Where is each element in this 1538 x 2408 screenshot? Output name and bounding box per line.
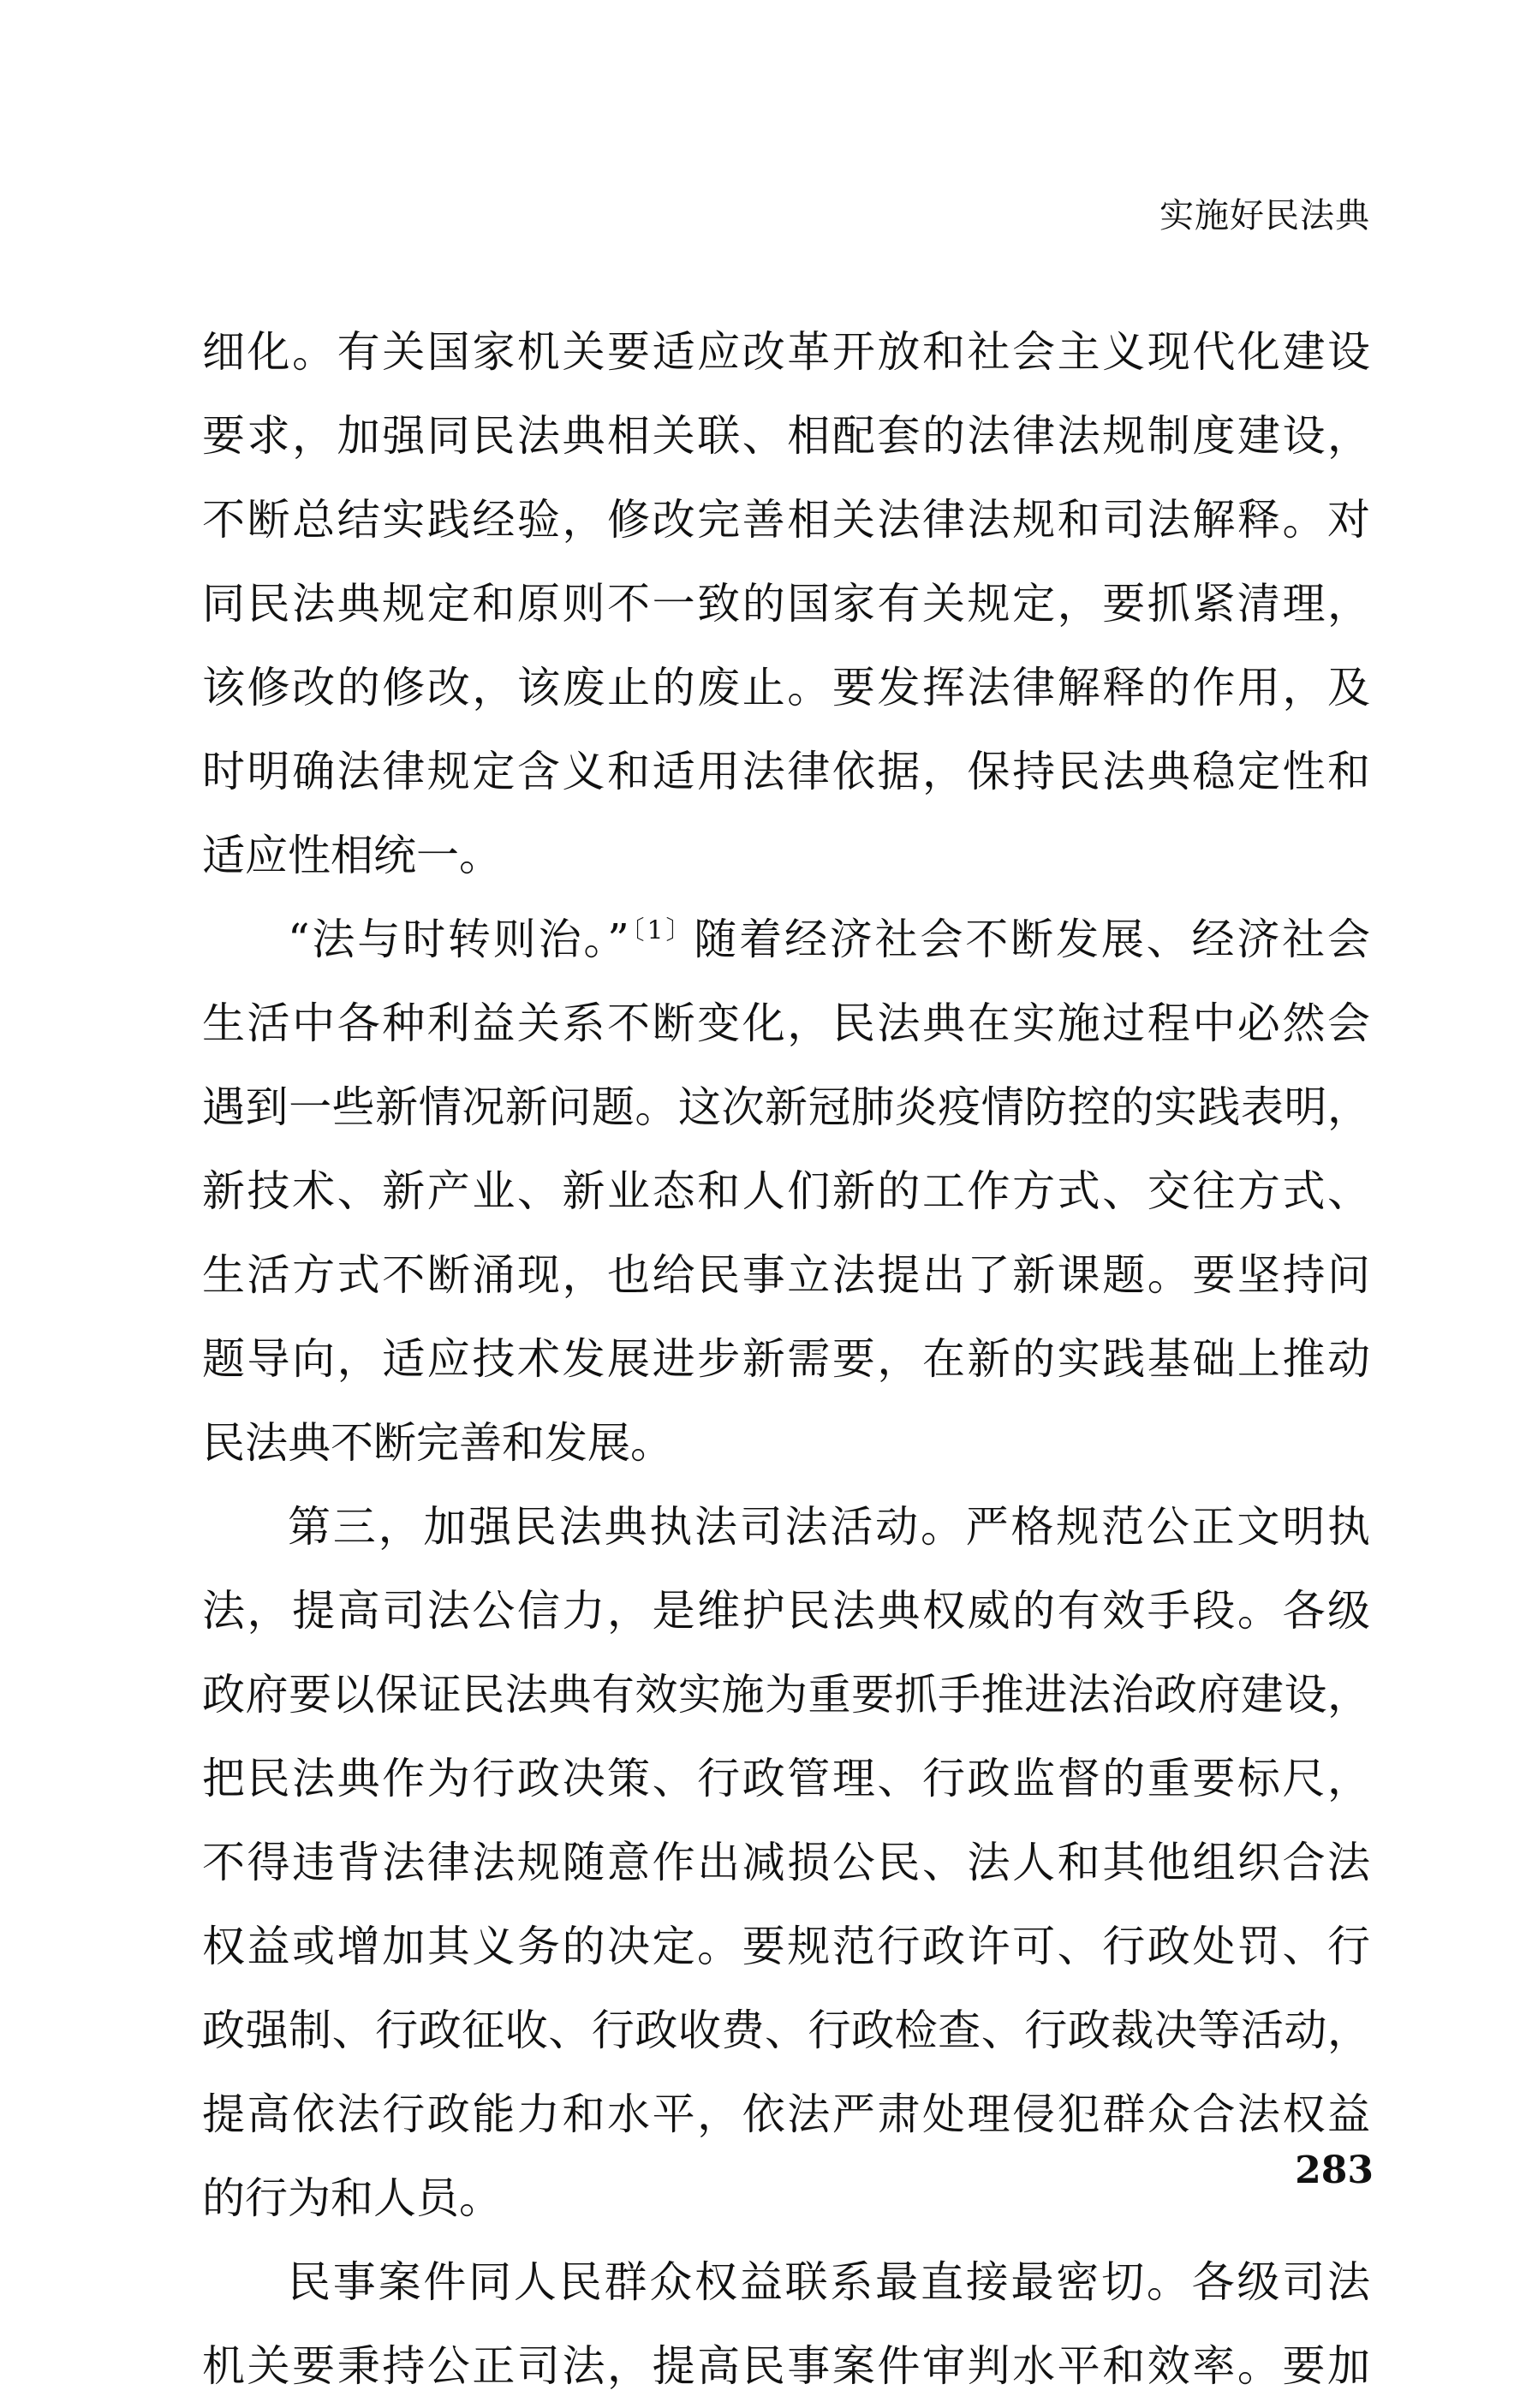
text-line: 提高依法行政能力和水平，依法严肃处理侵犯群众合法权益 bbox=[202, 2089, 1370, 2139]
text-line: 的行为和人员。 bbox=[202, 2173, 502, 2223]
text-line: 生活中各种利益关系不断变化，民法典在实施过程中必然会 bbox=[202, 998, 1370, 1048]
paragraph-4 bbox=[202, 2240, 1370, 2408]
text-line: 不断总结实践经验，修改完善相关法律法规和司法解释。对 bbox=[202, 495, 1370, 545]
text-line: 题导向，适应技术发展进步新需要，在新的实践基础上推动 bbox=[202, 1334, 1370, 1384]
text-line: 民法典不断完善和发展。 bbox=[202, 1418, 673, 1468]
text-line: 把民法典作为行政决策、行政管理、行政监督的重要标尺， bbox=[202, 1754, 1370, 1803]
text-line: 民事案件同人民群众权益联系最直接最密切。各级司法 bbox=[288, 2257, 1370, 2307]
text-line: 法，提高司法公信力，是维护民法典权威的有效手段。各级 bbox=[202, 1586, 1370, 1636]
text-line: 第三，加强民法典执法司法活动。严格规范公正文明执 bbox=[288, 1502, 1370, 1552]
text-line: 新技术、新产业、新业态和人们新的工作方式、交往方式、 bbox=[202, 1166, 1370, 1216]
text-line: 时明确法律规定含义和适用法律依据，保持民法典稳定性和 bbox=[202, 747, 1370, 796]
text-line: 该修改的修改，该废止的废止。要发挥法律解释的作用，及 bbox=[202, 663, 1370, 712]
footnote-reference[interactable]: 〔1〕 bbox=[629, 915, 694, 946]
paragraph-1 bbox=[202, 310, 1370, 897]
text-line: 不得违背法律法规随意作出减损公民、法人和其他组织合法 bbox=[202, 1838, 1370, 1887]
body-text bbox=[202, 310, 1370, 2408]
text-line: 生活方式不断涌现，也给民事立法提出了新课题。要坚持问 bbox=[202, 1250, 1370, 1300]
page-number: 283 bbox=[1295, 2149, 1374, 2192]
text-line: 政府要以保证民法典有效实施为重要抓手推进法治政府建设， bbox=[202, 1670, 1370, 1720]
paragraph-2 bbox=[202, 897, 1370, 1485]
text-line: 要求，加强同民法典相关联、相配套的法律法规制度建设， bbox=[202, 411, 1370, 461]
text-line: 同民法典规定和原则不一致的国家有关规定，要抓紧清理， bbox=[202, 579, 1370, 629]
text-line: 政强制、行政征收、行政收费、行政检查、行政裁决等活动， bbox=[202, 2006, 1370, 2055]
running-header: 实施好民法典 bbox=[1159, 196, 1370, 235]
text-segment: 随着经济社会不断发展、经济社会 bbox=[694, 915, 1370, 964]
text-line: 机关要秉持公正司法，提高民事案件审判水平和效率。要加 bbox=[202, 2341, 1370, 2391]
text-line: 细化。有关国家机关要适应改革开放和社会主义现代化建设 bbox=[202, 327, 1370, 377]
quotation: “法与时转则治。” bbox=[288, 915, 629, 964]
paragraph-3 bbox=[202, 1485, 1370, 2240]
text-line: 遇到一些新情况新问题。这次新冠肺炎疫情防控的实践表明， bbox=[202, 1082, 1370, 1132]
text-line: 适应性相统一。 bbox=[202, 831, 502, 880]
text-line: 权益或增加其义务的决定。要规范行政许可、行政处罚、行 bbox=[202, 1922, 1370, 1971]
text-line-with-footnote bbox=[202, 897, 1370, 981]
